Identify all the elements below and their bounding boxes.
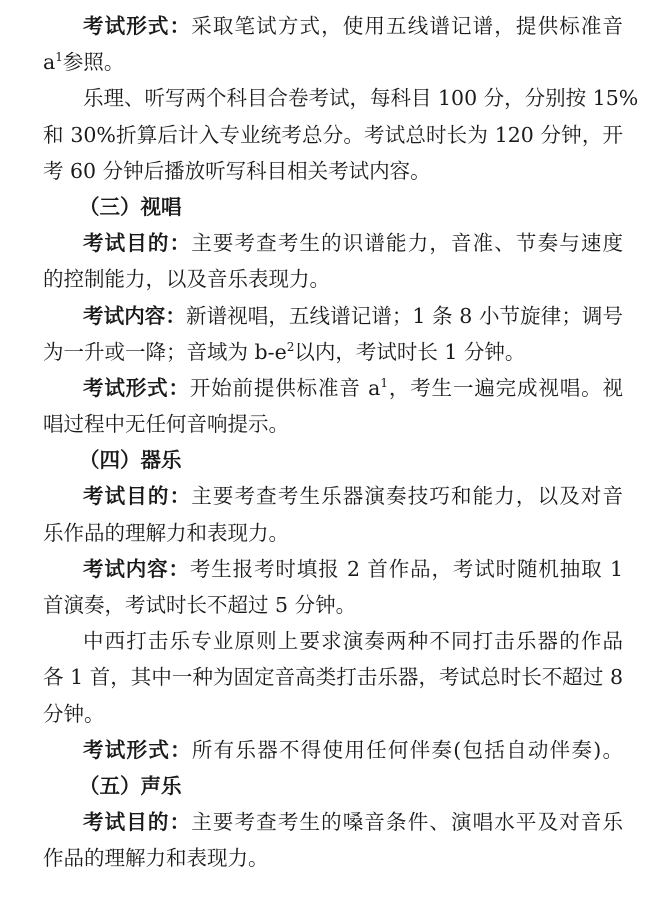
section-label: 考试内容： xyxy=(83,556,190,581)
paragraph-line xyxy=(43,732,623,768)
paragraph-text: ，考生一遍完成视唱。视 xyxy=(388,375,624,400)
paragraph-line: 乐理、听写两个科目合卷考试，每科目 100 分，分别按 15% xyxy=(83,86,639,111)
superscript: 2 xyxy=(286,339,295,354)
paragraph-line: 的控制能力，以及音乐表现力。 xyxy=(43,267,330,292)
paragraph-line xyxy=(43,44,623,80)
paragraph-line: 乐作品的理解力和表现力。 xyxy=(43,520,289,545)
section-label: 考试形式： xyxy=(83,14,192,38)
paragraph-line: 中西打击乐专业原则上要求演奏两种不同打击乐器的作品 xyxy=(83,629,623,654)
paragraph-line xyxy=(43,334,623,370)
paragraph-text: a xyxy=(43,50,56,75)
paragraph-text: 采取笔试方式，使用五线谱记谱，提供标准音 xyxy=(191,14,624,38)
section-heading: （四）器乐 xyxy=(79,448,182,473)
paragraph-line xyxy=(43,8,623,44)
paragraph-line: 考 60 分钟后播放听写科目相关考试内容。 xyxy=(43,158,431,183)
superscript: 1 xyxy=(380,375,388,390)
paragraph-text: 为一升或一降；音域为 b-e xyxy=(43,339,287,364)
section-label: 考试目的： xyxy=(83,231,192,256)
section-label: 考试形式： xyxy=(83,375,190,400)
paragraph-text: 开始前提供标准音 a xyxy=(189,375,381,400)
paragraph-text: 所有乐器不得使用任何伴奏(包括自动伴奏)。 xyxy=(191,737,624,762)
paragraph-line xyxy=(43,478,623,514)
superscript: 1 xyxy=(55,50,63,65)
section-heading: （三）视唱 xyxy=(79,194,182,219)
paragraph-line: 和 30%折算后计入专业统考总分。考试总时长为 120 分钟，开 xyxy=(43,122,623,147)
paragraph-line: 首演奏，考试时长不超过 5 分钟。 xyxy=(43,593,357,617)
paragraph-line xyxy=(43,551,623,587)
paragraph-line: 各 1 首，其中一种为固定音高类打击乐器，考试总时长不超过 8 xyxy=(43,665,623,690)
paragraph-text: 主要考查考生的嗓音条件、演唱水平及对音乐 xyxy=(191,810,624,835)
paragraph-text: 考生报考时填报 2 首作品，考试时随机抽取 1 xyxy=(189,556,624,581)
paragraph-line: 作品的理解力和表现力。 xyxy=(43,846,269,871)
section-label: 考试形式： xyxy=(83,737,192,762)
document-page xyxy=(43,8,639,877)
paragraph-text: 主要考查考生的识谱能力，音准、节奏与速度 xyxy=(191,231,624,256)
paragraph-line: 唱过程中无任何音响提示。 xyxy=(43,412,289,437)
paragraph-line xyxy=(43,804,623,840)
paragraph-text: 新谱视唱，五线谱记谱；1 条 8 小节旋律；调号 xyxy=(185,303,624,328)
section-heading: （五）声乐 xyxy=(79,773,182,798)
paragraph-text: 以内，考试时长 1 分钟。 xyxy=(294,339,526,364)
paragraph-line xyxy=(43,370,623,406)
paragraph-text: 主要考查考生乐器演奏技巧和能力，以及对音 xyxy=(191,484,624,509)
section-label: 考试内容： xyxy=(83,303,186,328)
paragraph-line: 分钟。 xyxy=(43,701,105,726)
section-label: 考试目的： xyxy=(83,810,192,835)
section-label: 考试目的： xyxy=(83,484,192,509)
paragraph-text: 参照。 xyxy=(62,50,125,75)
paragraph-line xyxy=(43,298,623,334)
paragraph-line xyxy=(43,225,623,261)
